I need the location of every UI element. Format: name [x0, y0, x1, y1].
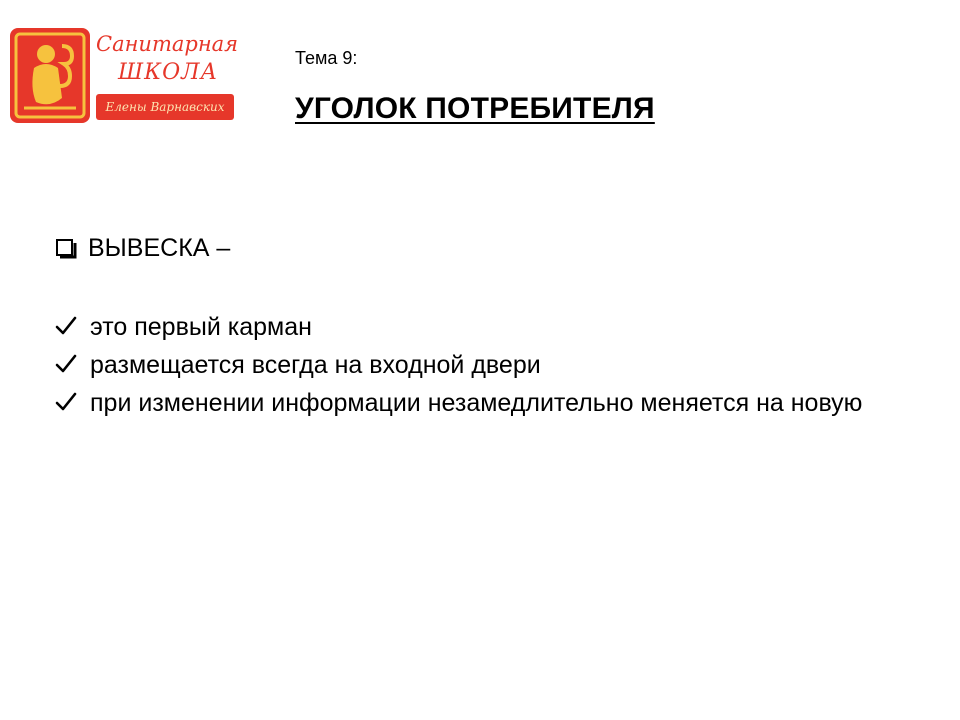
brand-logo	[8, 28, 239, 124]
checkmark-icon	[54, 390, 78, 414]
list-item	[54, 310, 924, 344]
slide-title: УГОЛОК ПОТРЕБИТЕЛЯ	[295, 92, 655, 125]
section-heading	[54, 234, 230, 263]
list-item-text: размещается всегда на входной двери	[90, 351, 541, 379]
logo-line-1: Санитарная	[96, 32, 239, 56]
checkbox-square-icon	[54, 237, 78, 261]
logo-banner: Елены Варнавских	[96, 94, 234, 120]
logo-line-2: ШКОЛА	[118, 60, 219, 85]
topic-label: Тема 9:	[295, 48, 358, 68]
section-heading-text: ВЫВЕСКА –	[88, 234, 231, 262]
list-item-text: при изменении информации незамедлительно меняется на новую	[90, 389, 863, 417]
list-item-text: это первый карман	[90, 313, 312, 341]
checkmark-icon	[54, 352, 78, 376]
list-item	[54, 386, 924, 420]
list-item	[54, 348, 924, 382]
logo-emblem-icon	[10, 28, 90, 123]
checkmark-icon	[54, 314, 78, 338]
bullet-list	[54, 310, 924, 424]
